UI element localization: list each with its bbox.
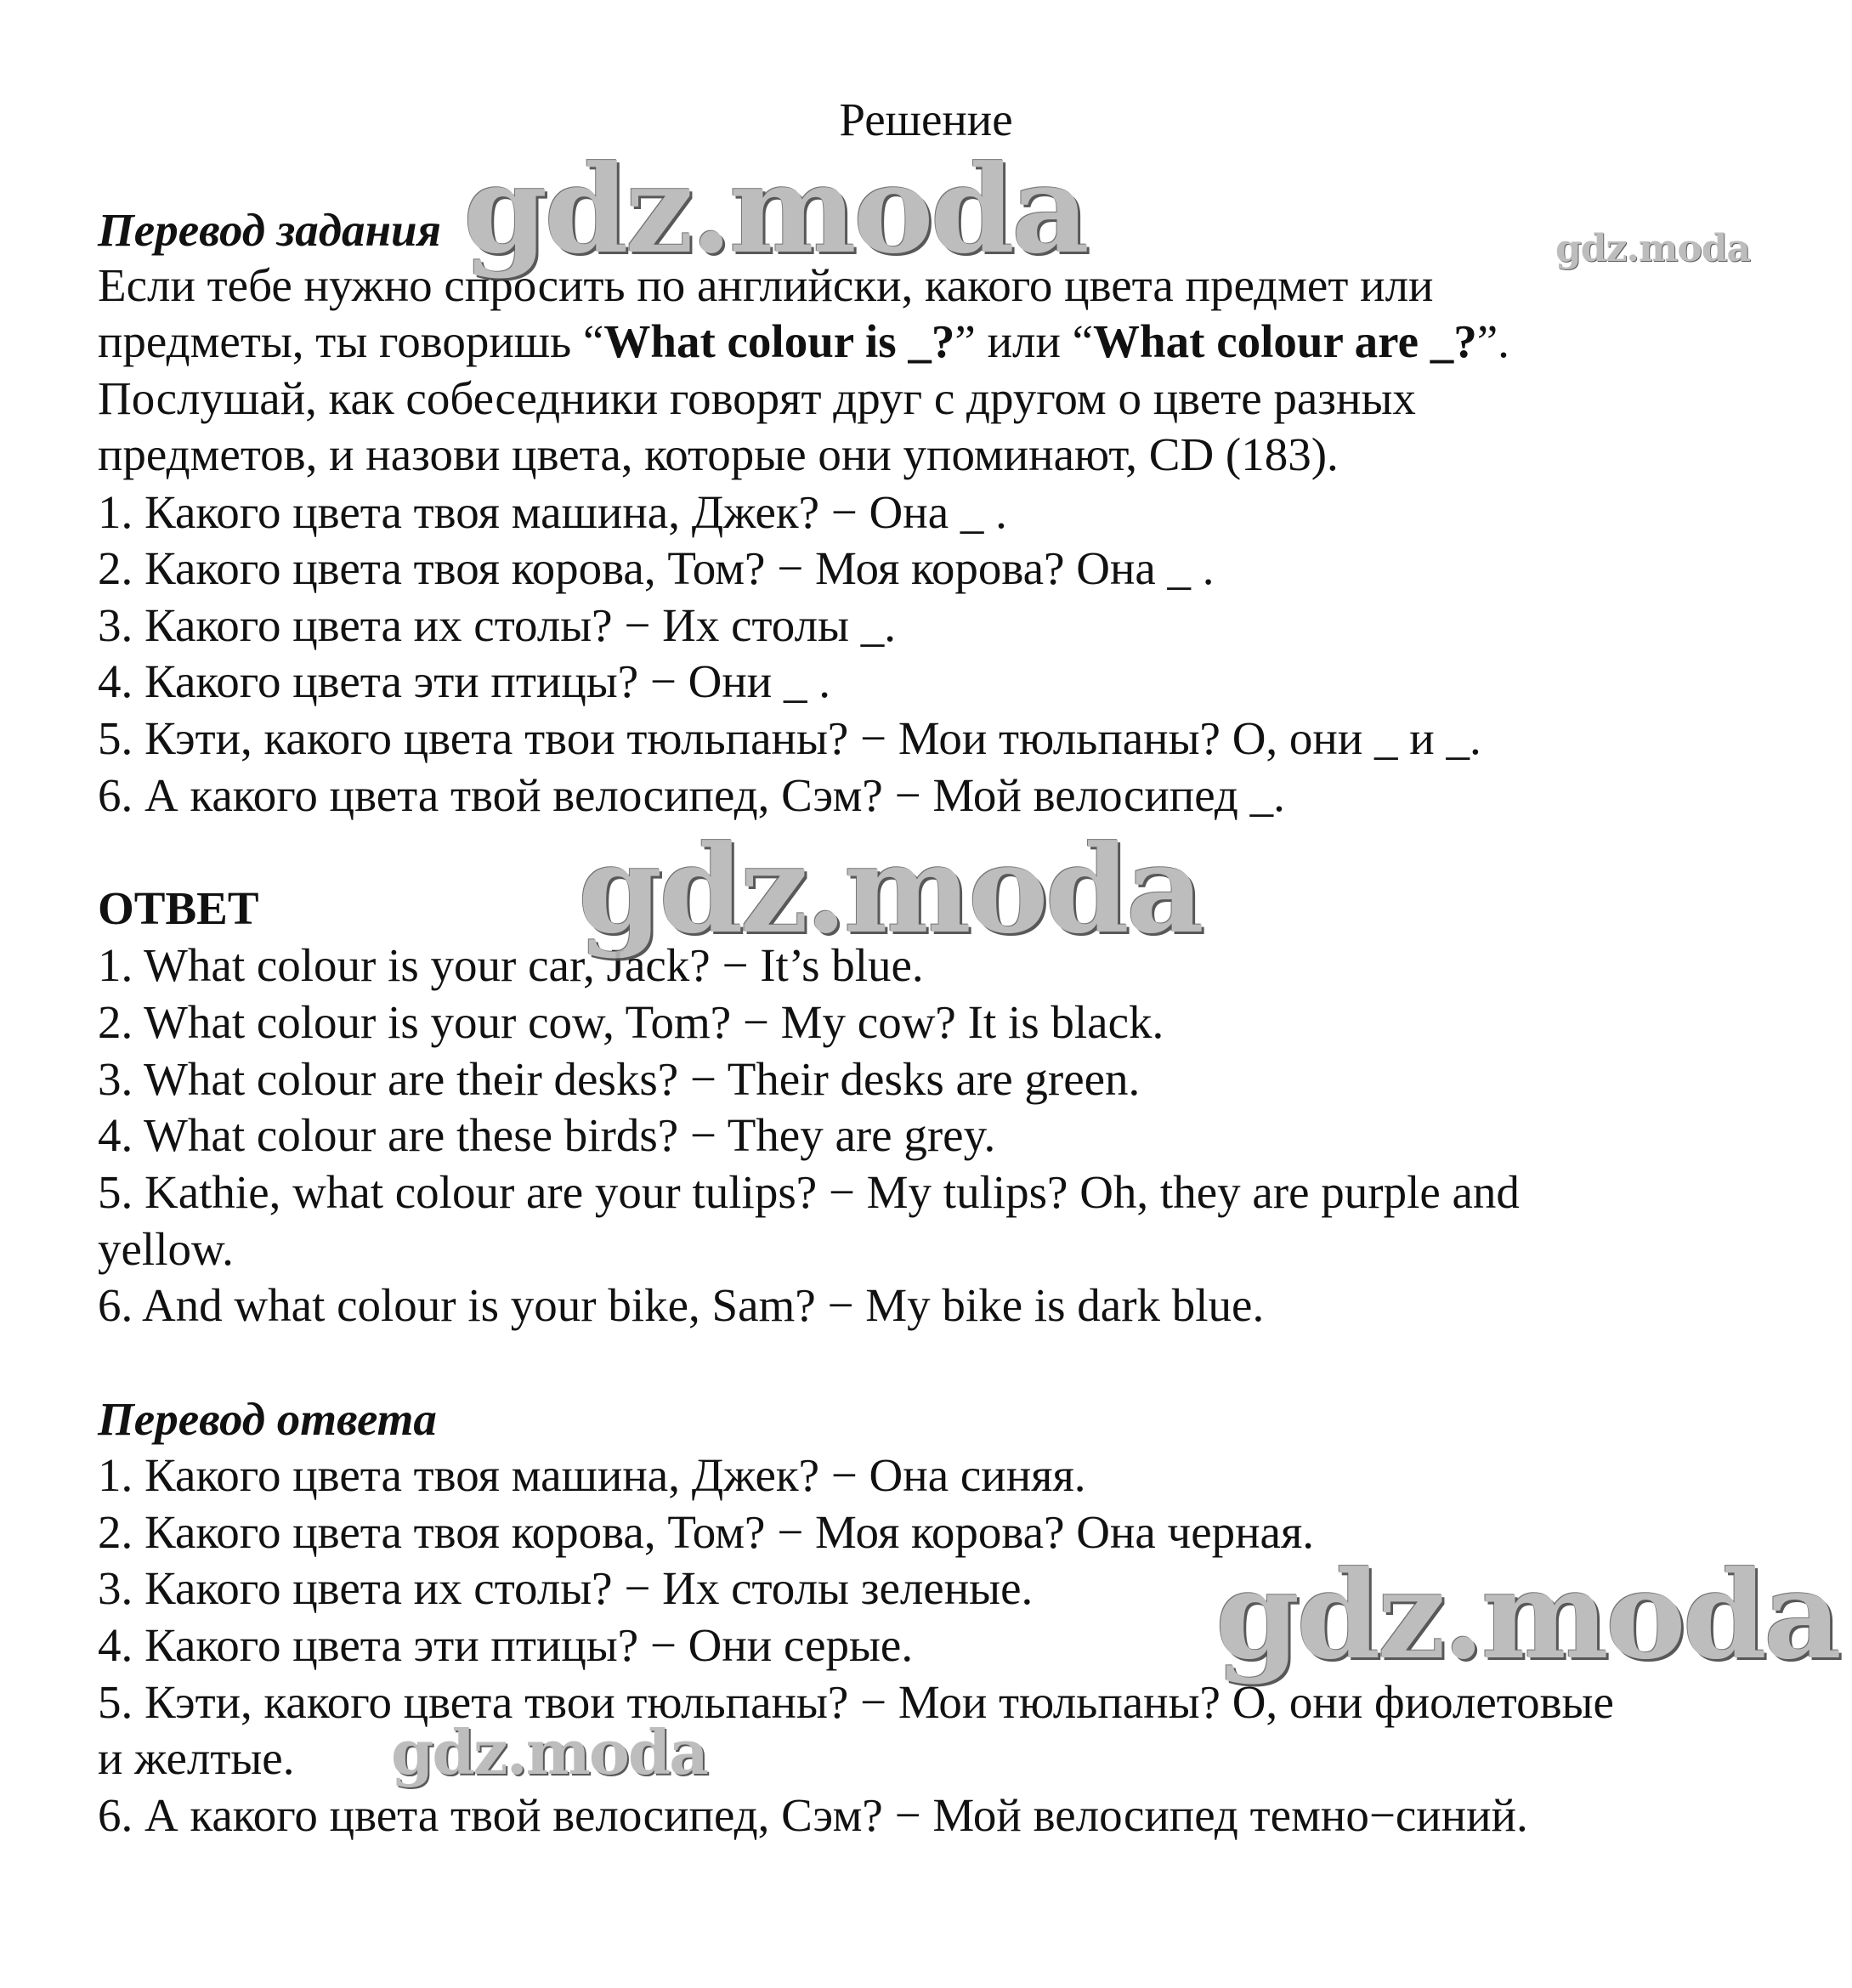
answer-item: 3. What colour are their desks? − Their desks are green. — [98, 1053, 1141, 1105]
answer-item: 1. What colour is your car, Jack? − It’s blue. — [98, 939, 924, 991]
task-item: 3. Какого цвета их столы? − Их столы _. — [98, 599, 896, 651]
watermark-logo: gdz.moda — [578, 819, 1201, 960]
answer-item: 5. Kathie, what colour are your tulips? − My tulips? Oh, they are purple and — [98, 1166, 1520, 1218]
task-paragraph-line-1: Если тебе нужно спросить по английски, какого цвета предмет или — [98, 259, 1434, 311]
answer-item-continuation: yellow. — [98, 1223, 234, 1275]
answer-translation-label: Перевод ответа — [98, 1393, 437, 1445]
task-paragraph-line-3: Послушай, как собеседники говорят друг с другом о цвете разных — [98, 372, 1416, 424]
task-translation-label: Перевод задания — [98, 204, 441, 256]
task-paragraph-text: ”. — [1476, 315, 1509, 367]
task-item: 4. Какого цвета эти птицы? − Они _ . — [98, 655, 830, 707]
task-paragraph-line-2 — [98, 314, 1509, 370]
task-paragraph-text: ” или “ — [954, 315, 1094, 367]
answer-translation-item-continuation: и желтые. — [98, 1732, 295, 1784]
task-item: 1. Какого цвета твоя машина, Джек? − Она _ . — [98, 486, 1007, 538]
answer-item: 6. And what colour is your bike, Sam? − My bike is dark blue. — [98, 1279, 1265, 1331]
answer-translation-item: 5. Кэти, какого цвета твои тюльпаны? − Мои тюльпаны? О, они фиолетовые — [98, 1676, 1614, 1728]
task-item: 6. А какого цвета твой велосипед, Сэм? − Мой велосипед _. — [98, 769, 1285, 821]
task-item: 2. Какого цвета твоя корова, Том? − Моя корова? Она _ . — [98, 542, 1215, 594]
answer-translation-item: 3. Какого цвета их столы? − Их столы зеленые. — [98, 1562, 1034, 1614]
watermark-logo: gdz.moda — [391, 1716, 707, 1788]
page-title: Решение — [839, 93, 1013, 145]
answer-item: 2. What colour is your cow, Tom? − My cow? It is black. — [98, 996, 1164, 1048]
answer-label: ОТВЕТ — [98, 882, 259, 934]
answer-translation-item: 6. А какого цвета твой велосипед, Сэм? − Мой велосипед темно−синий. — [98, 1789, 1528, 1841]
task-item: 5. Кэти, какого цвета твои тюльпаны? − Мои тюльпаны? О, они _ и _. — [98, 712, 1481, 764]
answer-translation-item: 4. Какого цвета эти птицы? − Они серые. — [98, 1619, 914, 1671]
phrase-what-colour-are: What colour are _? — [1093, 315, 1477, 367]
task-paragraph-text: предметы, ты говоришь “ — [98, 315, 604, 367]
answer-translation-item: 2. Какого цвета твоя корова, Том? − Моя корова? Она черная. — [98, 1506, 1315, 1558]
watermark-logo: gdz.moda — [463, 139, 1086, 280]
task-paragraph-line-4: предметов, и назови цвета, которые они упоминают, CD (183). — [98, 428, 1339, 480]
watermark-logo: gdz.moda — [1555, 227, 1751, 270]
watermark-logo: gdz.moda — [1215, 1545, 1838, 1686]
phrase-what-colour-is: What colour is _? — [603, 315, 955, 367]
answer-translation-item: 1. Какого цвета твоя машина, Джек? − Она синяя. — [98, 1449, 1086, 1501]
answer-item: 4. What colour are these birds? − They are grey. — [98, 1109, 996, 1161]
